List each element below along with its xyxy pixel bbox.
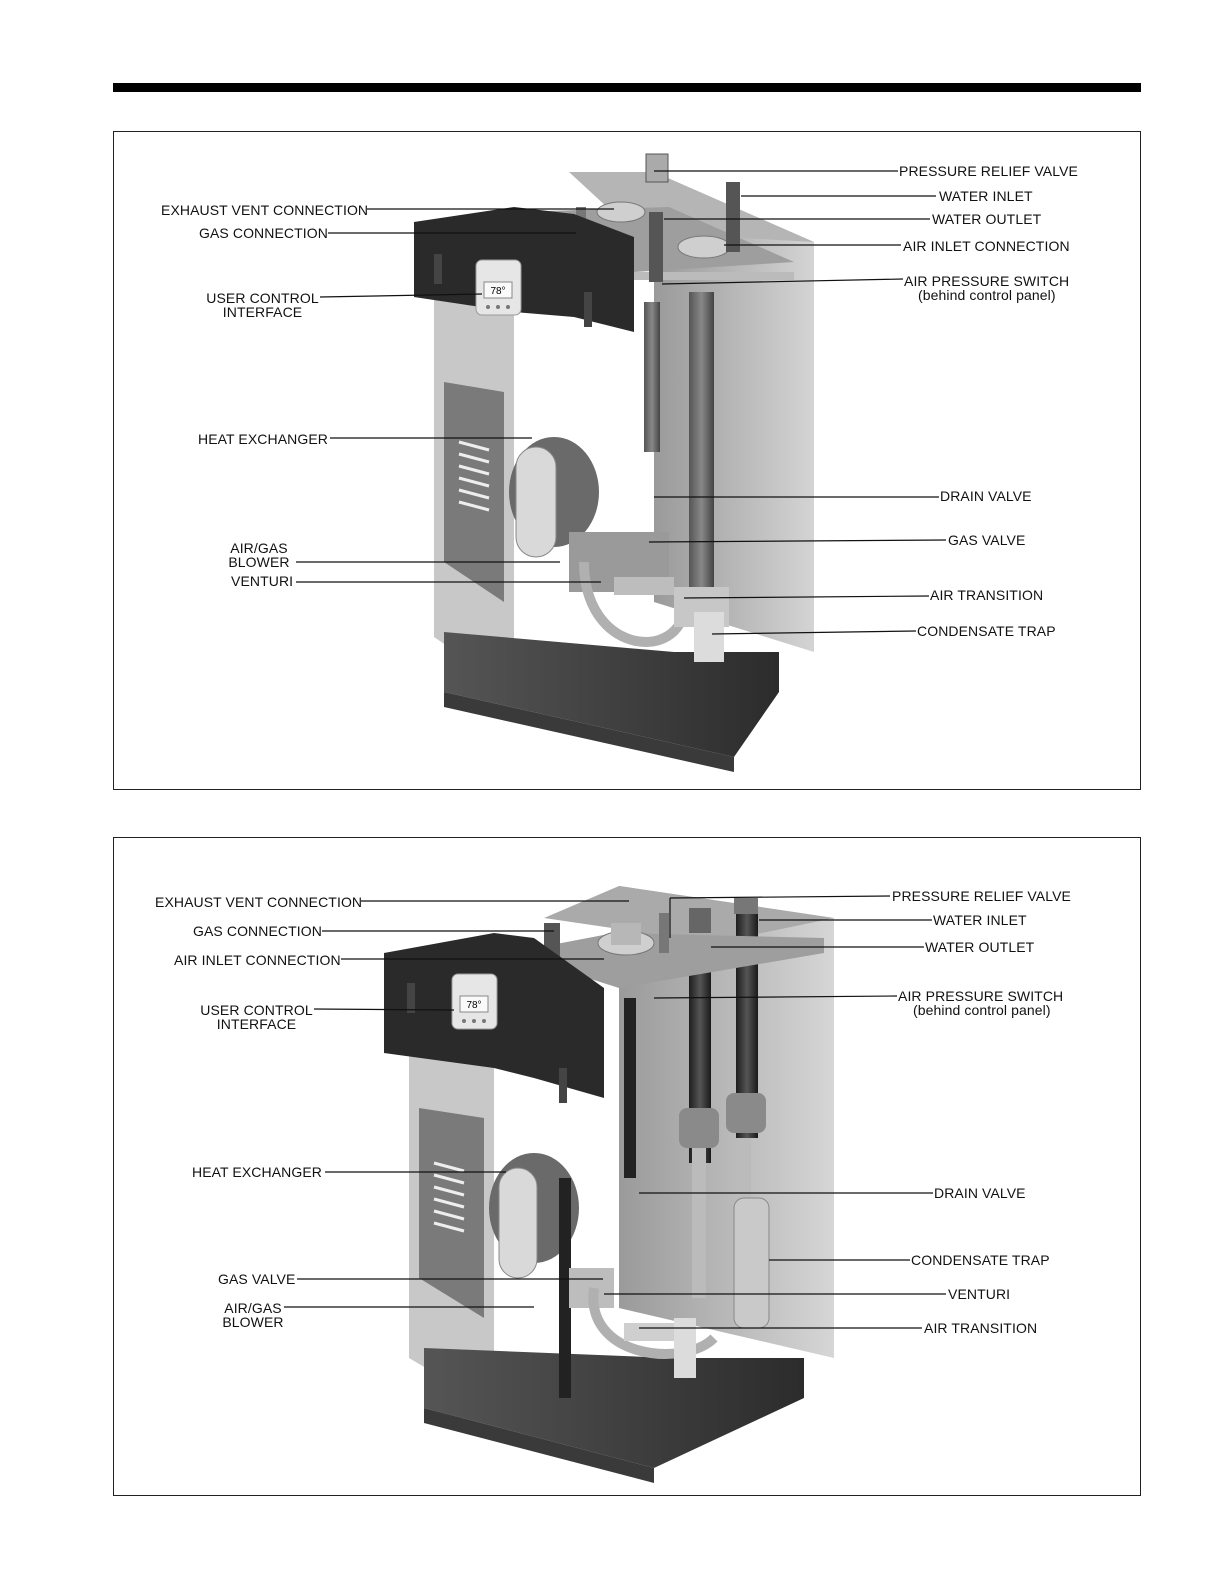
label-heat-exchanger: HEAT EXCHANGER — [198, 431, 329, 447]
label-condensate-trap: CONDENSATE TRAP — [917, 623, 1056, 639]
label-exhaust-vent-connection: EXHAUST VENT CONNECTION — [161, 202, 369, 218]
label-air-gas-line1: AIR/GAS — [224, 1300, 282, 1316]
label-air-transition: AIR TRANSITION — [924, 1320, 1038, 1336]
label-behind-control-panel: (behind control panel) — [913, 1002, 1051, 1018]
label-gas-connection: GAS CONNECTION — [199, 225, 328, 241]
label-air-gas-blower — [224, 541, 294, 569]
label-air-gas-line1: AIR/GAS — [230, 540, 288, 556]
label-exhaust-vent-connection: EXHAUST VENT CONNECTION — [155, 894, 363, 910]
label-air-gas-blower — [218, 1301, 288, 1329]
label-condensate-trap: CONDENSATE TRAP — [911, 1252, 1050, 1268]
label-blower-line2: BLOWER — [228, 554, 290, 570]
display-temp-readout: 78° — [466, 1000, 482, 1011]
label-user-control-line1: USER CONTROL — [200, 1002, 313, 1018]
label-air-inlet-connection: AIR INLET CONNECTION — [174, 952, 341, 968]
label-user-control-line1: USER CONTROL — [206, 290, 319, 306]
label-gas-connection: GAS CONNECTION — [193, 923, 322, 939]
label-user-control-interface — [206, 291, 319, 319]
label-water-outlet: WATER OUTLET — [932, 211, 1042, 227]
label-water-inlet: WATER INLET — [933, 912, 1027, 928]
label-user-control-interface — [200, 1003, 313, 1031]
label-user-control-line2: INTERFACE — [216, 1016, 297, 1032]
label-venturi: VENTURI — [948, 1286, 1011, 1302]
label-gas-valve: GAS VALVE — [218, 1271, 296, 1287]
label-air-pressure-switch: AIR PRESSURE SWITCH — [904, 273, 1070, 289]
label-heat-exchanger: HEAT EXCHANGER — [192, 1164, 323, 1180]
label-drain-valve: DRAIN VALVE — [934, 1185, 1026, 1201]
figure-panel-2 — [113, 837, 1141, 1496]
figure-panel-1 — [113, 131, 1141, 790]
label-gas-valve: GAS VALVE — [948, 532, 1026, 548]
label-drain-valve: DRAIN VALVE — [940, 488, 1032, 504]
header-rule — [113, 83, 1141, 92]
display-temp-readout: 78° — [490, 286, 506, 297]
label-pressure-relief-valve: PRESSURE RELIEF VALVE — [892, 888, 1071, 904]
label-water-inlet: WATER INLET — [939, 188, 1033, 204]
label-air-inlet-connection: AIR INLET CONNECTION — [903, 238, 1070, 254]
label-pressure-relief-valve: PRESSURE RELIEF VALVE — [899, 163, 1078, 179]
label-water-outlet: WATER OUTLET — [925, 939, 1035, 955]
label-blower-line2: BLOWER — [222, 1314, 284, 1330]
label-venturi: VENTURI — [231, 573, 294, 589]
label-behind-control-panel: (behind control panel) — [918, 287, 1056, 303]
label-air-transition: AIR TRANSITION — [930, 587, 1044, 603]
label-air-pressure-switch: AIR PRESSURE SWITCH — [898, 988, 1064, 1004]
label-user-control-line2: INTERFACE — [222, 304, 303, 320]
